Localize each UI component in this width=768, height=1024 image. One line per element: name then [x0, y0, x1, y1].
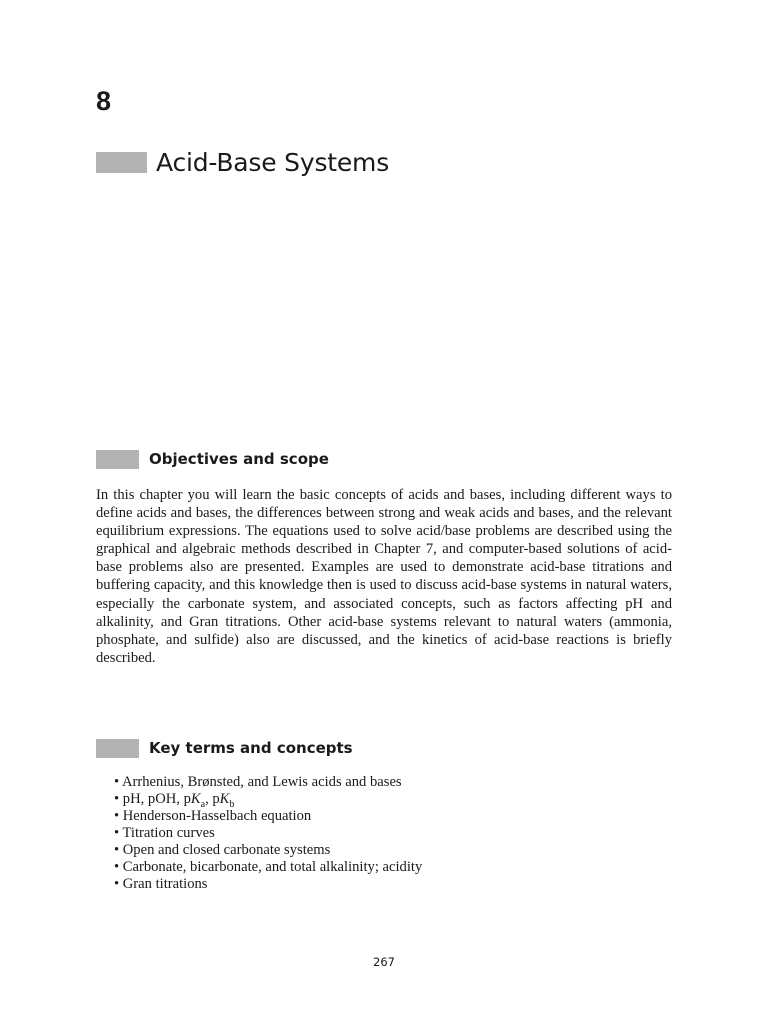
list-item: [114, 774, 422, 791]
list-item: [114, 842, 422, 859]
page-number: 267: [373, 955, 395, 969]
bullet: •: [114, 859, 120, 875]
bullet: •: [114, 876, 120, 892]
list-item: [114, 808, 422, 825]
key-terms-heading-bar: [96, 739, 139, 758]
bullet: •: [114, 791, 120, 807]
chapter-title: Acid-Base Systems: [156, 147, 390, 177]
chapter-title-bar: [96, 152, 147, 173]
list-item-text: Carbonate, bicarbonate, and total alkalinity; acidity: [122, 859, 423, 875]
key-terms-title: Key terms and concepts: [149, 738, 353, 757]
objectives-heading-bar: [96, 450, 139, 469]
list-item-text: Open and closed carbonate systems: [122, 842, 331, 858]
list-item-text: pH, pOH, $pK_a$, $pK_b$: [122, 791, 235, 810]
key-terms-list: [114, 774, 422, 893]
key-terms-heading: [96, 738, 353, 758]
chapter-heading: [96, 146, 389, 178]
bullet: •: [114, 842, 120, 858]
list-item-text: Arrhenius, Brønsted, and Lewis acids and bases: [121, 774, 402, 790]
list-item-text: Henderson-Hasselbach equation: [122, 808, 312, 824]
objectives-title: Objectives and scope: [149, 449, 329, 468]
bullet: •: [114, 774, 120, 790]
list-item: [114, 791, 422, 808]
bullet: •: [114, 808, 120, 824]
list-item-text: Titration curves: [122, 825, 215, 841]
bullet: •: [114, 825, 120, 841]
list-item: [114, 859, 422, 876]
objectives-heading: [96, 449, 329, 469]
list-item: [114, 825, 422, 842]
list-item: [114, 876, 422, 893]
chapter-number: 8: [96, 86, 112, 116]
objectives-paragraph: In this chapter you will learn the basic concepts of acids and bases, including different ways to define acids and bases, the differences between strong and weak acids and bases, and the relevant equilibrium expressions. The equations used to solve acid/base problems are described using the graphical and algebraic methods described in Chapter 7, and computer-based solutions of acid-base problems also are presented. Examples are used to demonstrate acid-base titrations and buffering capacity, and this knowledge then is used to discuss acid-base systems in natural waters, especially the carbonate system, and associated concepts, such as factors affecting pH and alkalinity, and Gran titrations. Other acid-base systems relevant to natural waters (ammonia, phosphate, and sulfide) also are discussed, and the kinetics of acid-base reactions is briefly described.: [96, 487, 672, 666]
list-item-text: Gran titrations: [122, 876, 208, 892]
